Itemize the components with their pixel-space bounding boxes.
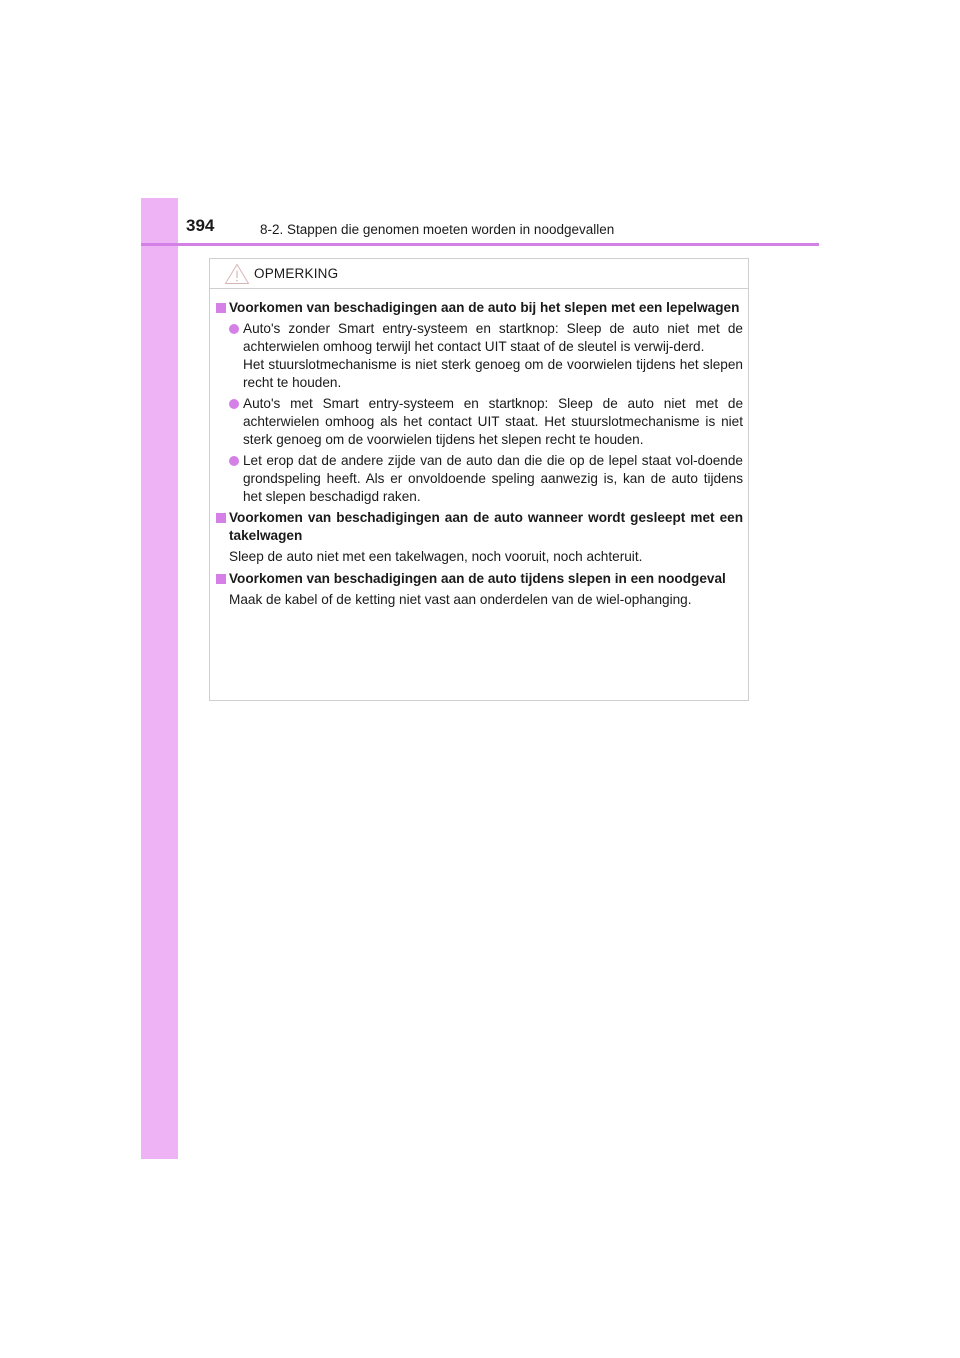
item-heading: Voorkomen van beschadigingen aan de auto wanneer wordt gesleept met een takelwagen <box>229 510 743 543</box>
round-bullet-icon <box>229 324 239 334</box>
sub-item <box>229 320 743 392</box>
sub-item-text: Auto's met Smart entry-systeem en startknop: Sleep de auto niet met de achterwielen omhoog als het contact UIT staat. Het stuurslotmechanisme is niet sterk genoeg om de voorwielen tijdens het slepen recht te houden. <box>243 396 743 447</box>
square-bullet-icon <box>216 513 226 523</box>
chapter-side-strip <box>141 198 178 1159</box>
sub-item-text: Let erop dat de andere zijde van de auto dan die die op de lepel staat vol-doende grondspeling heeft. Als er onvoldoende speling aanwezig is, kan de auto tijdens het slepen beschadigd raken. <box>243 453 743 504</box>
notice-item <box>216 570 743 609</box>
round-bullet-icon <box>229 456 239 466</box>
notice-header <box>210 259 748 289</box>
notice-box <box>209 258 749 701</box>
page-header <box>178 210 818 246</box>
sub-item-text: Auto's zonder Smart entry-systeem en startknop: Sleep de auto niet met de achterwielen omhoog terwijl het contact UIT staat of de sleutel is verwij-derd. <box>243 321 743 354</box>
item-text: Sleep de auto niet met een takelwagen, noch vooruit, noch achteruit. <box>229 549 643 564</box>
notice-item <box>216 509 743 566</box>
header-rule <box>141 243 819 246</box>
item-text: Maak de kabel of de ketting niet vast aan onderdelen van de wiel-ophanging. <box>229 592 692 607</box>
page-number: 394 <box>186 216 215 235</box>
item-heading: Voorkomen van beschadigingen aan de auto tijdens slepen in een noodgeval <box>229 571 726 586</box>
item-heading: Voorkomen van beschadigingen aan de auto bij het slepen met een lepelwagen <box>229 300 740 315</box>
notice-body <box>216 299 743 611</box>
square-bullet-icon <box>216 574 226 584</box>
notice-item <box>216 299 743 506</box>
warning-triangle-icon <box>224 263 250 285</box>
sub-item-text: Het stuurslotmechanisme is niet sterk genoeg om de voorwielen tijdens het slepen recht te houden. <box>243 357 743 390</box>
sub-item <box>229 452 743 506</box>
sub-item <box>229 395 743 449</box>
notice-label: OPMERKING <box>254 266 339 281</box>
round-bullet-icon <box>229 399 239 409</box>
section-title: 8-2. Stappen die genomen moeten worden in noodgevallen <box>260 222 615 237</box>
square-bullet-icon <box>216 303 226 313</box>
